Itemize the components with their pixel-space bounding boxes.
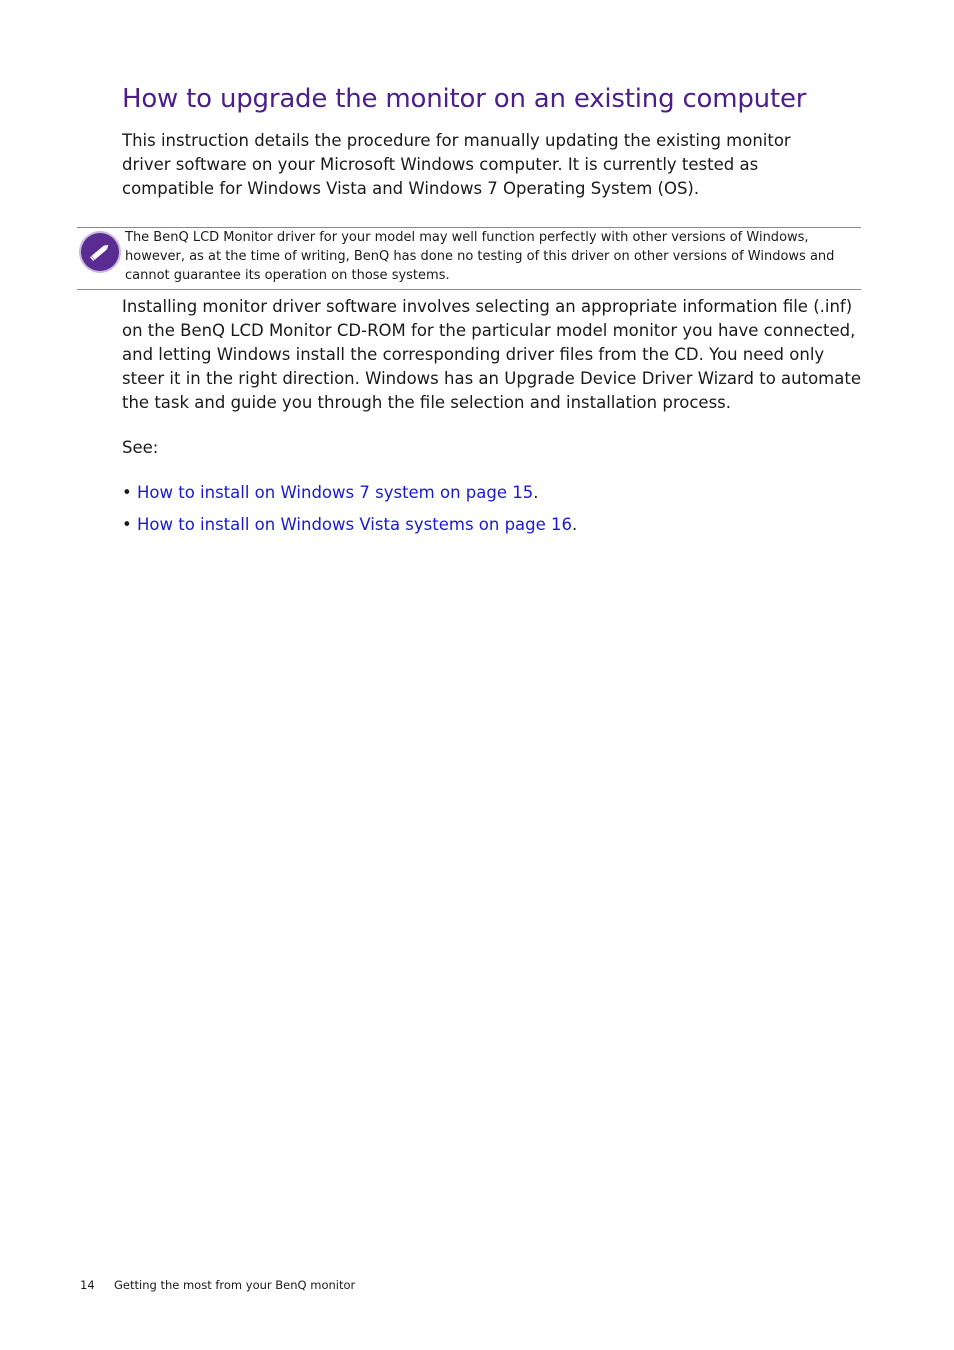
- page-number: 14: [80, 1278, 95, 1292]
- list-item: [122, 481, 577, 505]
- see-label: See:: [122, 438, 159, 457]
- footer-title: Getting the most from your BenQ monitor: [114, 1278, 356, 1292]
- page-footer: [80, 1277, 355, 1293]
- link-suffix: .: [572, 515, 578, 534]
- list-item: [122, 513, 577, 537]
- page-title: How to upgrade the monitor on an existing computer: [122, 84, 807, 114]
- body-paragraph: Installing monitor driver software involves selecting an appropriate information file (.inf) on the BenQ LCD Monitor CD-ROM for the particular model monitor you have connected, and letting Windows install the corresponding driver files from the CD. You need only steer it in the right direction. Windows has an Upgrade Device Driver Wizard to automate the task and guide you through the file selection and installation process.: [122, 297, 861, 412]
- link-list: [122, 481, 577, 545]
- link-windows-7[interactable]: How to install on Windows 7 system on page 15: [136, 483, 534, 502]
- note-text: The BenQ LCD Monitor driver for your model may well function perfectly with other versions of Windows, however, as at the time of writing, BenQ has done no testing of this driver on other versions of Windows and cannot guarantee its operation on those systems.: [125, 230, 835, 283]
- pencil-icon: [81, 233, 119, 271]
- link-suffix: .: [533, 483, 539, 502]
- intro-paragraph: This instruction details the procedure for manually updating the existing monitor driver software on your Microsoft Windows computer. It is currently tested as compatible for Windows Vista and Windows 7 Operating System (OS).: [122, 131, 791, 198]
- bullet: •: [122, 515, 132, 534]
- link-windows-vista[interactable]: How to install on Windows Vista systems on page 16: [136, 515, 573, 534]
- note-box: [77, 227, 861, 290]
- bullet: •: [122, 483, 132, 502]
